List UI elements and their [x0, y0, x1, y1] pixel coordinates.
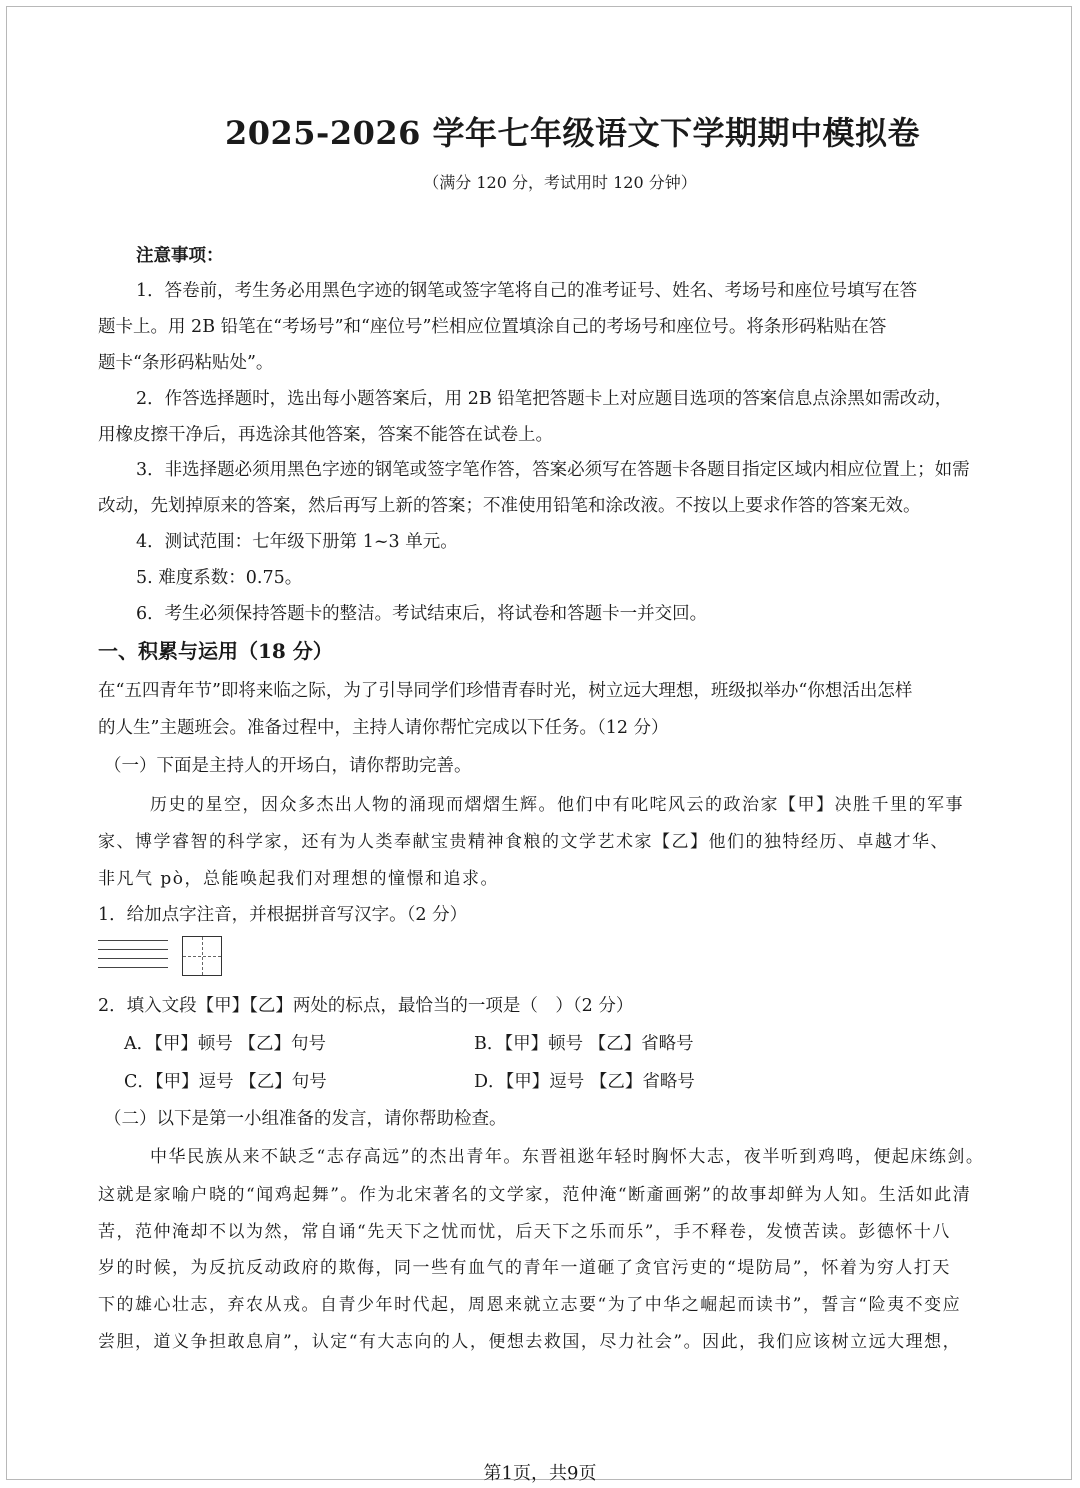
part-heading: （二）以下是第一小组准备的发言，请你帮助检查。: [104, 1109, 507, 1129]
passage-line: 下的雄心壮志，弃农从戎。自青少年时代起，周恩来就立志要“为了中华之崛起而读书”，誓言“险夷不变应: [98, 1295, 962, 1315]
option-a[interactable]: A．【甲】顿号 【乙】句号: [124, 1034, 326, 1054]
notice-line: 改动，先划掉原来的答案，然后再写上新的答案；不准使用铅笔和涂改液。不按以上要求作答的答案无效。: [98, 496, 921, 516]
passage-line: 苦，范仲淹却不以为然，常自诵“先天下之忧而忧，后天下之乐而乐”，手不释卷，发愤苦读。彭德怀十八: [98, 1222, 951, 1242]
passage-line: 非凡气 pò，总能唤起我们对理想的憧憬和追求。: [98, 869, 500, 889]
notice-line: 3．非选择题必须用黑色字迹的钢笔或签字笔作答，答案必须写在答题卡各题目指定区域内相应位置上；如需: [136, 460, 970, 480]
section-intro: 的人生”主题班会。准备过程中，主持人请你帮忙完成以下任务。（12 分）: [98, 718, 669, 738]
option-d[interactable]: D．【甲】逗号 【乙】省略号: [474, 1072, 695, 1092]
passage-line: 岁的时候，为反抗反动政府的欺侮，同一些有血气的青年一道砸了贪官污吏的“堤防局”，怀着为穷人打天: [98, 1258, 951, 1278]
answer-blank-lines[interactable]: [98, 940, 168, 974]
notice-line: 4．测试范围：七年级下册第 1~3 单元。: [136, 532, 458, 552]
part-heading: （一）下面是主持人的开场白，请你帮助完善。: [104, 756, 472, 776]
notice-line: 题卡“条形码粘贴处”。: [98, 353, 274, 373]
notice-line: 2．作答选择题时，选出每小题答案后，用 2B 铅笔把答题卡上对应题目选项的答案信息点涂黑如需改动，: [136, 389, 953, 409]
option-c[interactable]: C．【甲】逗号 【乙】句号: [124, 1072, 327, 1092]
passage-line: 历史的星空，因众多杰出人物的涌现而熠熠生辉。他们中有叱咤风云的政治家【甲】决胜千里的军事: [150, 795, 964, 815]
passage-line: 尝胆，道义争担敢息肩”，认定“有大志向的人，便想去救国，尽力社会”。因此，我们应该树立远大理想，: [98, 1332, 962, 1352]
passage-line: 中华民族从来不缺乏“志存高远”的杰出青年。东晋祖逖年轻时胸怀大志，夜半听到鸡鸣，便起床练剑。: [150, 1147, 985, 1167]
exam-subtitle: （满分 120 分，考试用时 120 分钟）: [423, 173, 697, 192]
tian-grid-box[interactable]: [182, 936, 222, 976]
notice-line: 5. 难度系数：0.75。: [136, 568, 303, 588]
passage-line: 这就是家喻户晓的“闻鸡起舞”。作为北宋著名的文学家，范仲淹“断齑画粥”的故事却鲜为人知。生活如此清: [98, 1185, 972, 1205]
exam-title: 2025-2026 学年七年级语文下学期期中模拟卷: [224, 114, 921, 152]
notice-heading: 注意事项：: [136, 246, 224, 266]
page-footer: 第1页，共9页: [483, 1463, 597, 1484]
notice-line: 题卡上。用 2B 铅笔在“考场号”和“座位号”栏相应位置填涂自己的考场号和座位号。将条形码粘贴在答: [98, 317, 887, 337]
option-b[interactable]: B．【甲】顿号 【乙】省略号: [474, 1034, 694, 1054]
notice-line: 6．考生必须保持答题卡的整洁。考试结束后，将试卷和答题卡一并交回。: [136, 604, 708, 624]
section-heading: 一、积累与运用（18 分）: [98, 639, 333, 663]
question-2: 2．填入文段【甲】【乙】两处的标点，最恰当的一项是（ ）（2 分）: [98, 996, 634, 1016]
section-intro: 在“五四青年节”即将来临之际，为了引导同学们珍惜青春时光，树立远大理想，班级拟举办“你想活出怎样: [98, 681, 913, 701]
notice-line: 用橡皮擦干净后，再选涂其他答案，答案不能答在试卷上。: [98, 425, 553, 445]
question-1: 1．给加点字注音，并根据拼音写汉字。（2 分）: [98, 905, 468, 925]
notice-line: 1．答卷前，考生务必用黑色字迹的钢笔或签字笔将自己的准考证号、姓名、考场号和座位号填写在答: [136, 281, 918, 301]
passage-line: 家、博学睿智的科学家，还有为人类奉献宝贵精神食粮的文学艺术家【乙】他们的独特经历、卓越才华、: [98, 832, 949, 852]
